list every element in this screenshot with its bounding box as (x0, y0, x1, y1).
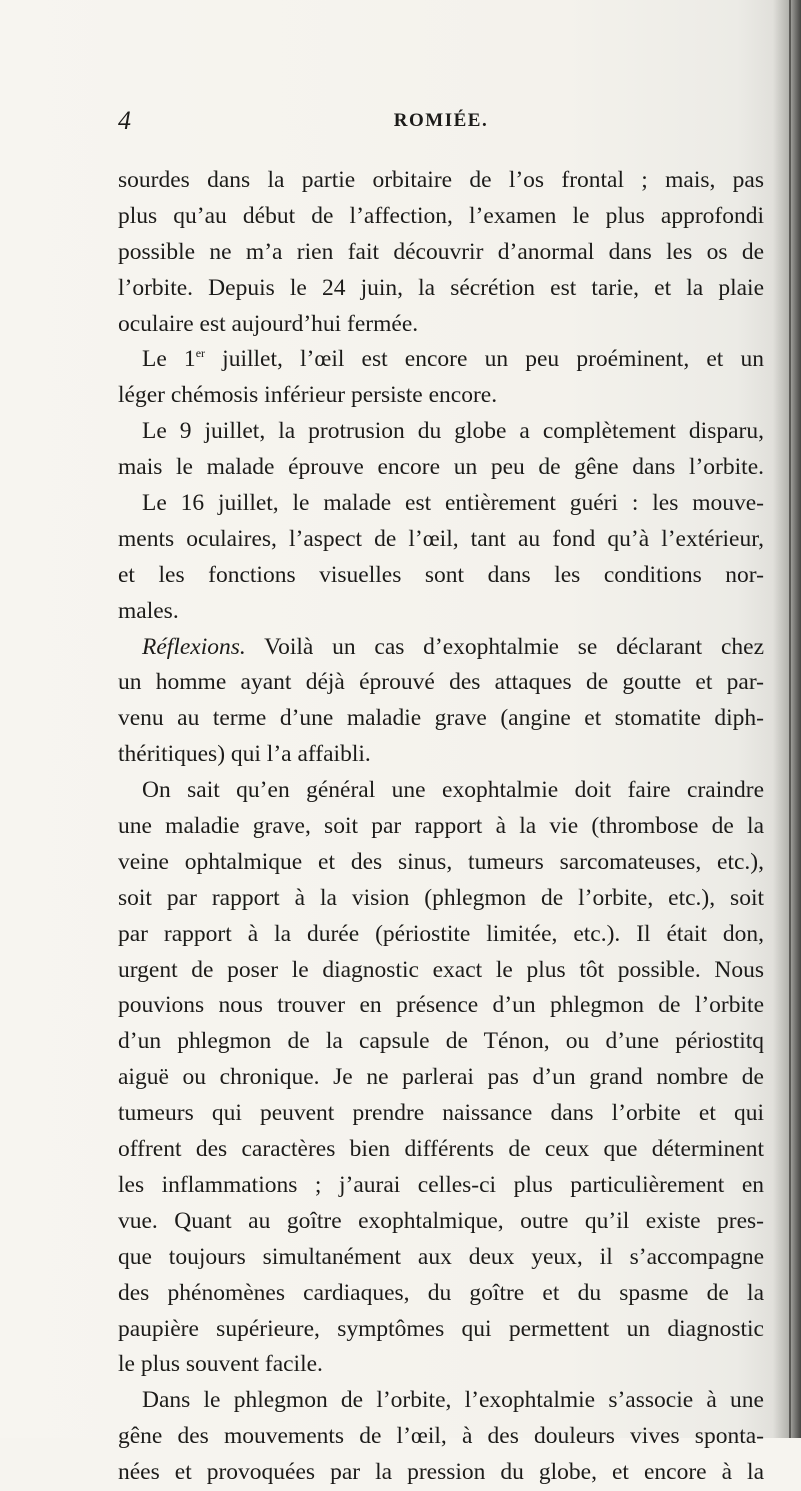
text-line: l’orbite. Depuis le 24 juin, la sécrétion est tarie, et la plaie (118, 274, 764, 301)
text-line: léger chémosis inférieur persiste encore. (118, 382, 498, 409)
text-line: que toujours simultanément aux deux yeux, il s’accompagne (118, 1243, 764, 1270)
date-prefix: Le 1 (142, 346, 196, 373)
text-line: aiguë ou chronique. Je ne parlerai pas d’un grand nombre de (118, 1064, 764, 1091)
page-edge-shadow (773, 0, 801, 1438)
page-number: 4 (118, 106, 131, 135)
line-remainder: Voilà un cas d’exophtalmie se déclarant chez (245, 633, 764, 660)
text-line: ments oculaires, l’aspect de l’œil, tant au fond qu’à l’extérieur, (118, 525, 764, 552)
text-line: et les fonctions visuelles sont dans les conditions nor- (118, 561, 764, 588)
ordinal-superscript: er (195, 346, 206, 361)
text-line (118, 630, 764, 666)
text-line: mais le malade éprouve encore un peu de gêne dans l’orbite. (118, 454, 764, 481)
text-line: veine ophtalmique et des sinus, tumeurs sarcomateuses, etc.), (118, 848, 764, 875)
text-line: oculaire est aujourd’hui fermée. (118, 310, 419, 337)
text-line: un homme ayant déjà éprouvé des attaques de goutte et par- (118, 669, 764, 696)
section-label: Réflexions. (142, 633, 246, 660)
text-line: Le 16 juillet, le malade est entièrement guéri : les mouve- (142, 490, 764, 517)
body-text (118, 163, 764, 1491)
text-line: venu au terme d’une maladie grave (angine et stomatite diph- (118, 705, 764, 732)
page-header (118, 106, 764, 140)
text-line: les inflammations ; j’aurai celles-ci plus particulièrement en (118, 1171, 764, 1198)
text-line: le plus souvent facile. (118, 1351, 323, 1378)
text-line: nées et provoquées par la pression du globe, et encore à la (118, 1459, 764, 1486)
text-line: d’un phlegmon de la capsule de Ténon, ou d’une périostitq (118, 1028, 764, 1055)
text-line: possible ne m’a rien fait découvrir d’anormal dans les os de (118, 238, 764, 265)
text-line: plus qu’au début de l’affection, l’examen le plus approfondi (118, 202, 764, 229)
text-line: males. (118, 597, 179, 624)
text-line: des phénomènes cardiaques, du goître et du spasme de la (118, 1279, 764, 1306)
text-line: Le 9 juillet, la protrusion du globe a complètement disparu, (142, 418, 764, 445)
text-line: théritiques) qui l’a affaibli. (118, 741, 371, 768)
text-line: On sait qu’en général une exophtalmie doit faire craindre (142, 777, 764, 804)
page-binding-edge (789, 0, 791, 1438)
text-line: Dans le phlegmon de l’orbite, l’exophtalmie s’associe à une (142, 1387, 764, 1414)
text-line: pouvions nous trouver en présence d’un phlegmon de l’orbite (118, 992, 764, 1019)
text-line: urgent de poser le diagnostic exact le plus tôt possible. Nous (118, 956, 764, 983)
text-line: une maladie grave, soit par rapport à la vie (thrombose de la (118, 813, 764, 840)
text-line: paupière supérieure, symptômes qui permettent un diagnostic (118, 1315, 764, 1342)
running-head: ROMIÉE. (393, 110, 489, 131)
text-line: tumeurs qui peuvent prendre naissance dans l’orbite et qui (118, 1100, 764, 1127)
text-line: gêne des mouvements de l’œil, à des douleurs vives sponta- (118, 1423, 764, 1450)
line-remainder: juillet, l’œil est encore un peu proéminent, et un (205, 346, 764, 373)
text-line: sourdes dans la partie orbitaire de l’os frontal ; mais, pas (118, 167, 764, 193)
text-line: vue. Quant au goître exophtalmique, outre qu’il existe pres- (118, 1207, 764, 1234)
text-line: par rapport à la durée (périostite limitée, etc.). Il était don, (118, 920, 764, 947)
text-line: soit par rapport à la vision (phlegmon de l’orbite, etc.), soit (118, 884, 764, 911)
text-line: offrent des caractères bien différents de ceux que déterminent (118, 1136, 764, 1163)
text-line (118, 342, 764, 378)
